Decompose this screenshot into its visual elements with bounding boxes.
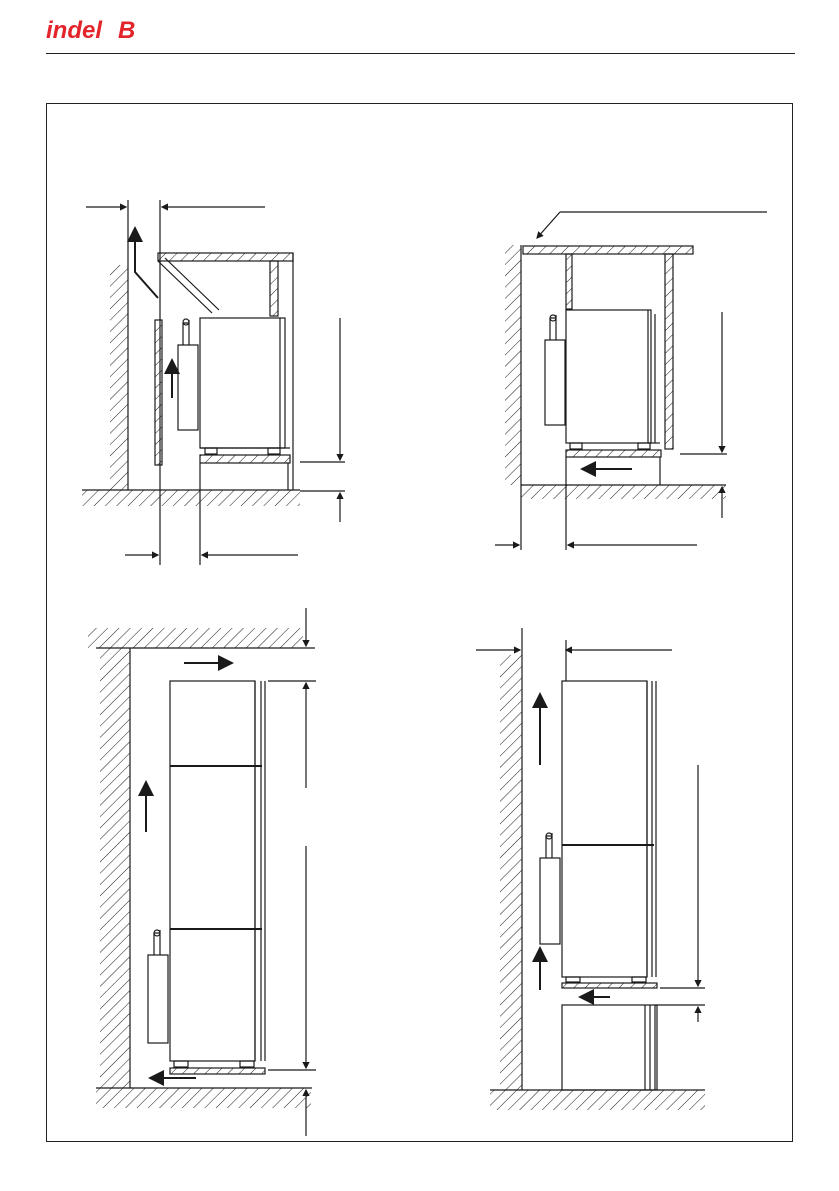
figure-top-left xyxy=(82,200,345,565)
figure-bottom-right xyxy=(476,628,705,1110)
figure-bottom-left xyxy=(88,608,316,1136)
svg-text:B: B xyxy=(118,17,136,44)
svg-text:indel: indel xyxy=(46,17,103,44)
figure-top-right xyxy=(495,212,767,550)
